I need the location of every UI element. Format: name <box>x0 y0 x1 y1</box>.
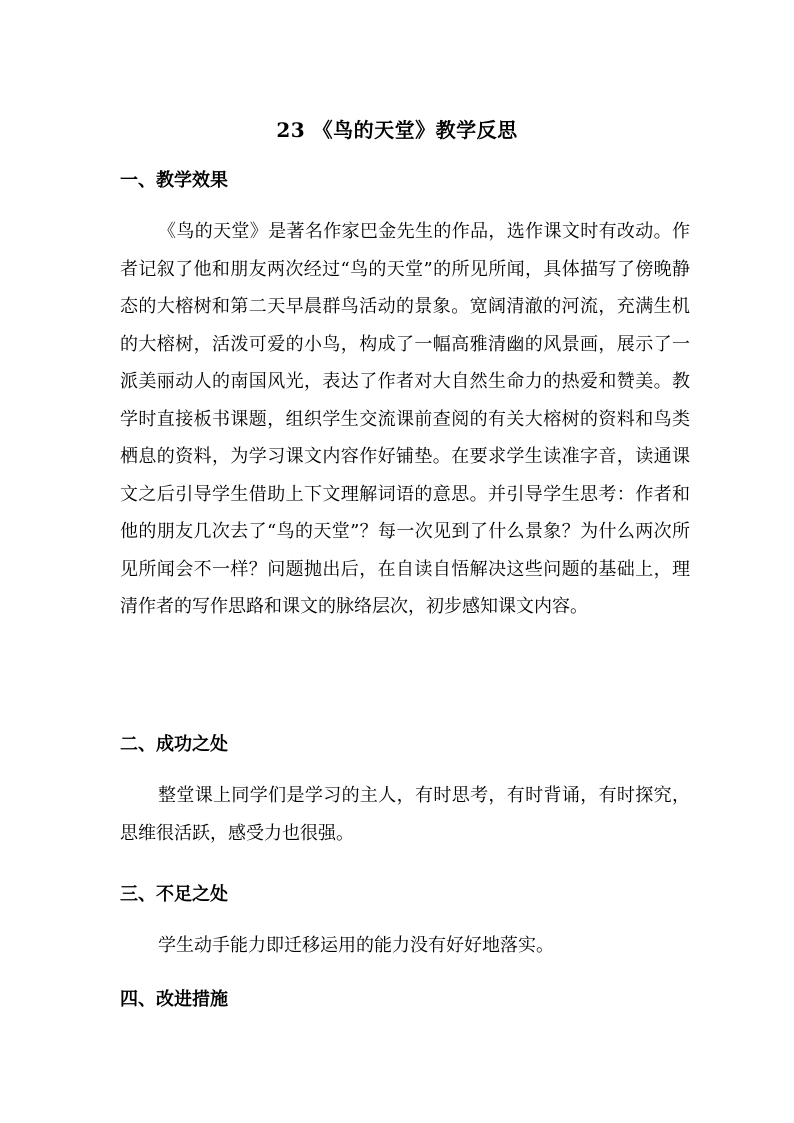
document-title: 23 《鸟的天堂》教学反思 <box>276 118 518 142</box>
section-body-successes <box>120 777 690 852</box>
section-heading-successes: 二、成功之处 <box>120 734 228 755</box>
section-heading-teaching-effect: 一、教学效果 <box>120 170 228 191</box>
paragraph: 整堂课上同学们是学习的主人，有时思考，有时背诵，有时探究，思维很活跃，感受力也很强。 <box>120 785 690 844</box>
paragraph: 学生动手能力即迁移运用的能力没有好好地落实。 <box>158 935 554 956</box>
paragraph: 《鸟的天堂》是著名作家巴金先生的作品，选作课文时有改动。作者记叙了他和朋友两次经过“鸟的天堂”的所见所闻，具体描写了傍晚静态的大榕树和第二天早晨群鸟活动的景象。宽阔清澈的河流，充满生机的大榕树，活泼可爱的小鸟，构成了一幅高雅清幽的风景画，展示了一派美丽动人的南国风光，表达了作者对大自然生命力的热爱和赞美。教学时直接板书课题，组织学生交流课前查阅的有关大榕树的资料和鸟类栖息的资料，为学习课文内容作好铺垫。在要求学生读准字音，读通课文之后引导学生借助上下文理解词语的意思。并引导学生思考：作者和他的朋友几次去了“鸟的天堂”？每一次见到了什么景象？为什么两次所见所闻会不一样？问题抛出后，在自读自悟解决这些问题的基础上，理清作者的写作思路和课文的脉络层次，初步感知课文内容。 <box>120 221 690 617</box>
section-heading-shortcomings: 三、不足之处 <box>120 884 228 905</box>
section-body-teaching-effect <box>120 213 690 626</box>
section-body-shortcomings <box>120 927 690 965</box>
section-heading-improvements: 四、改进措施 <box>120 989 228 1010</box>
